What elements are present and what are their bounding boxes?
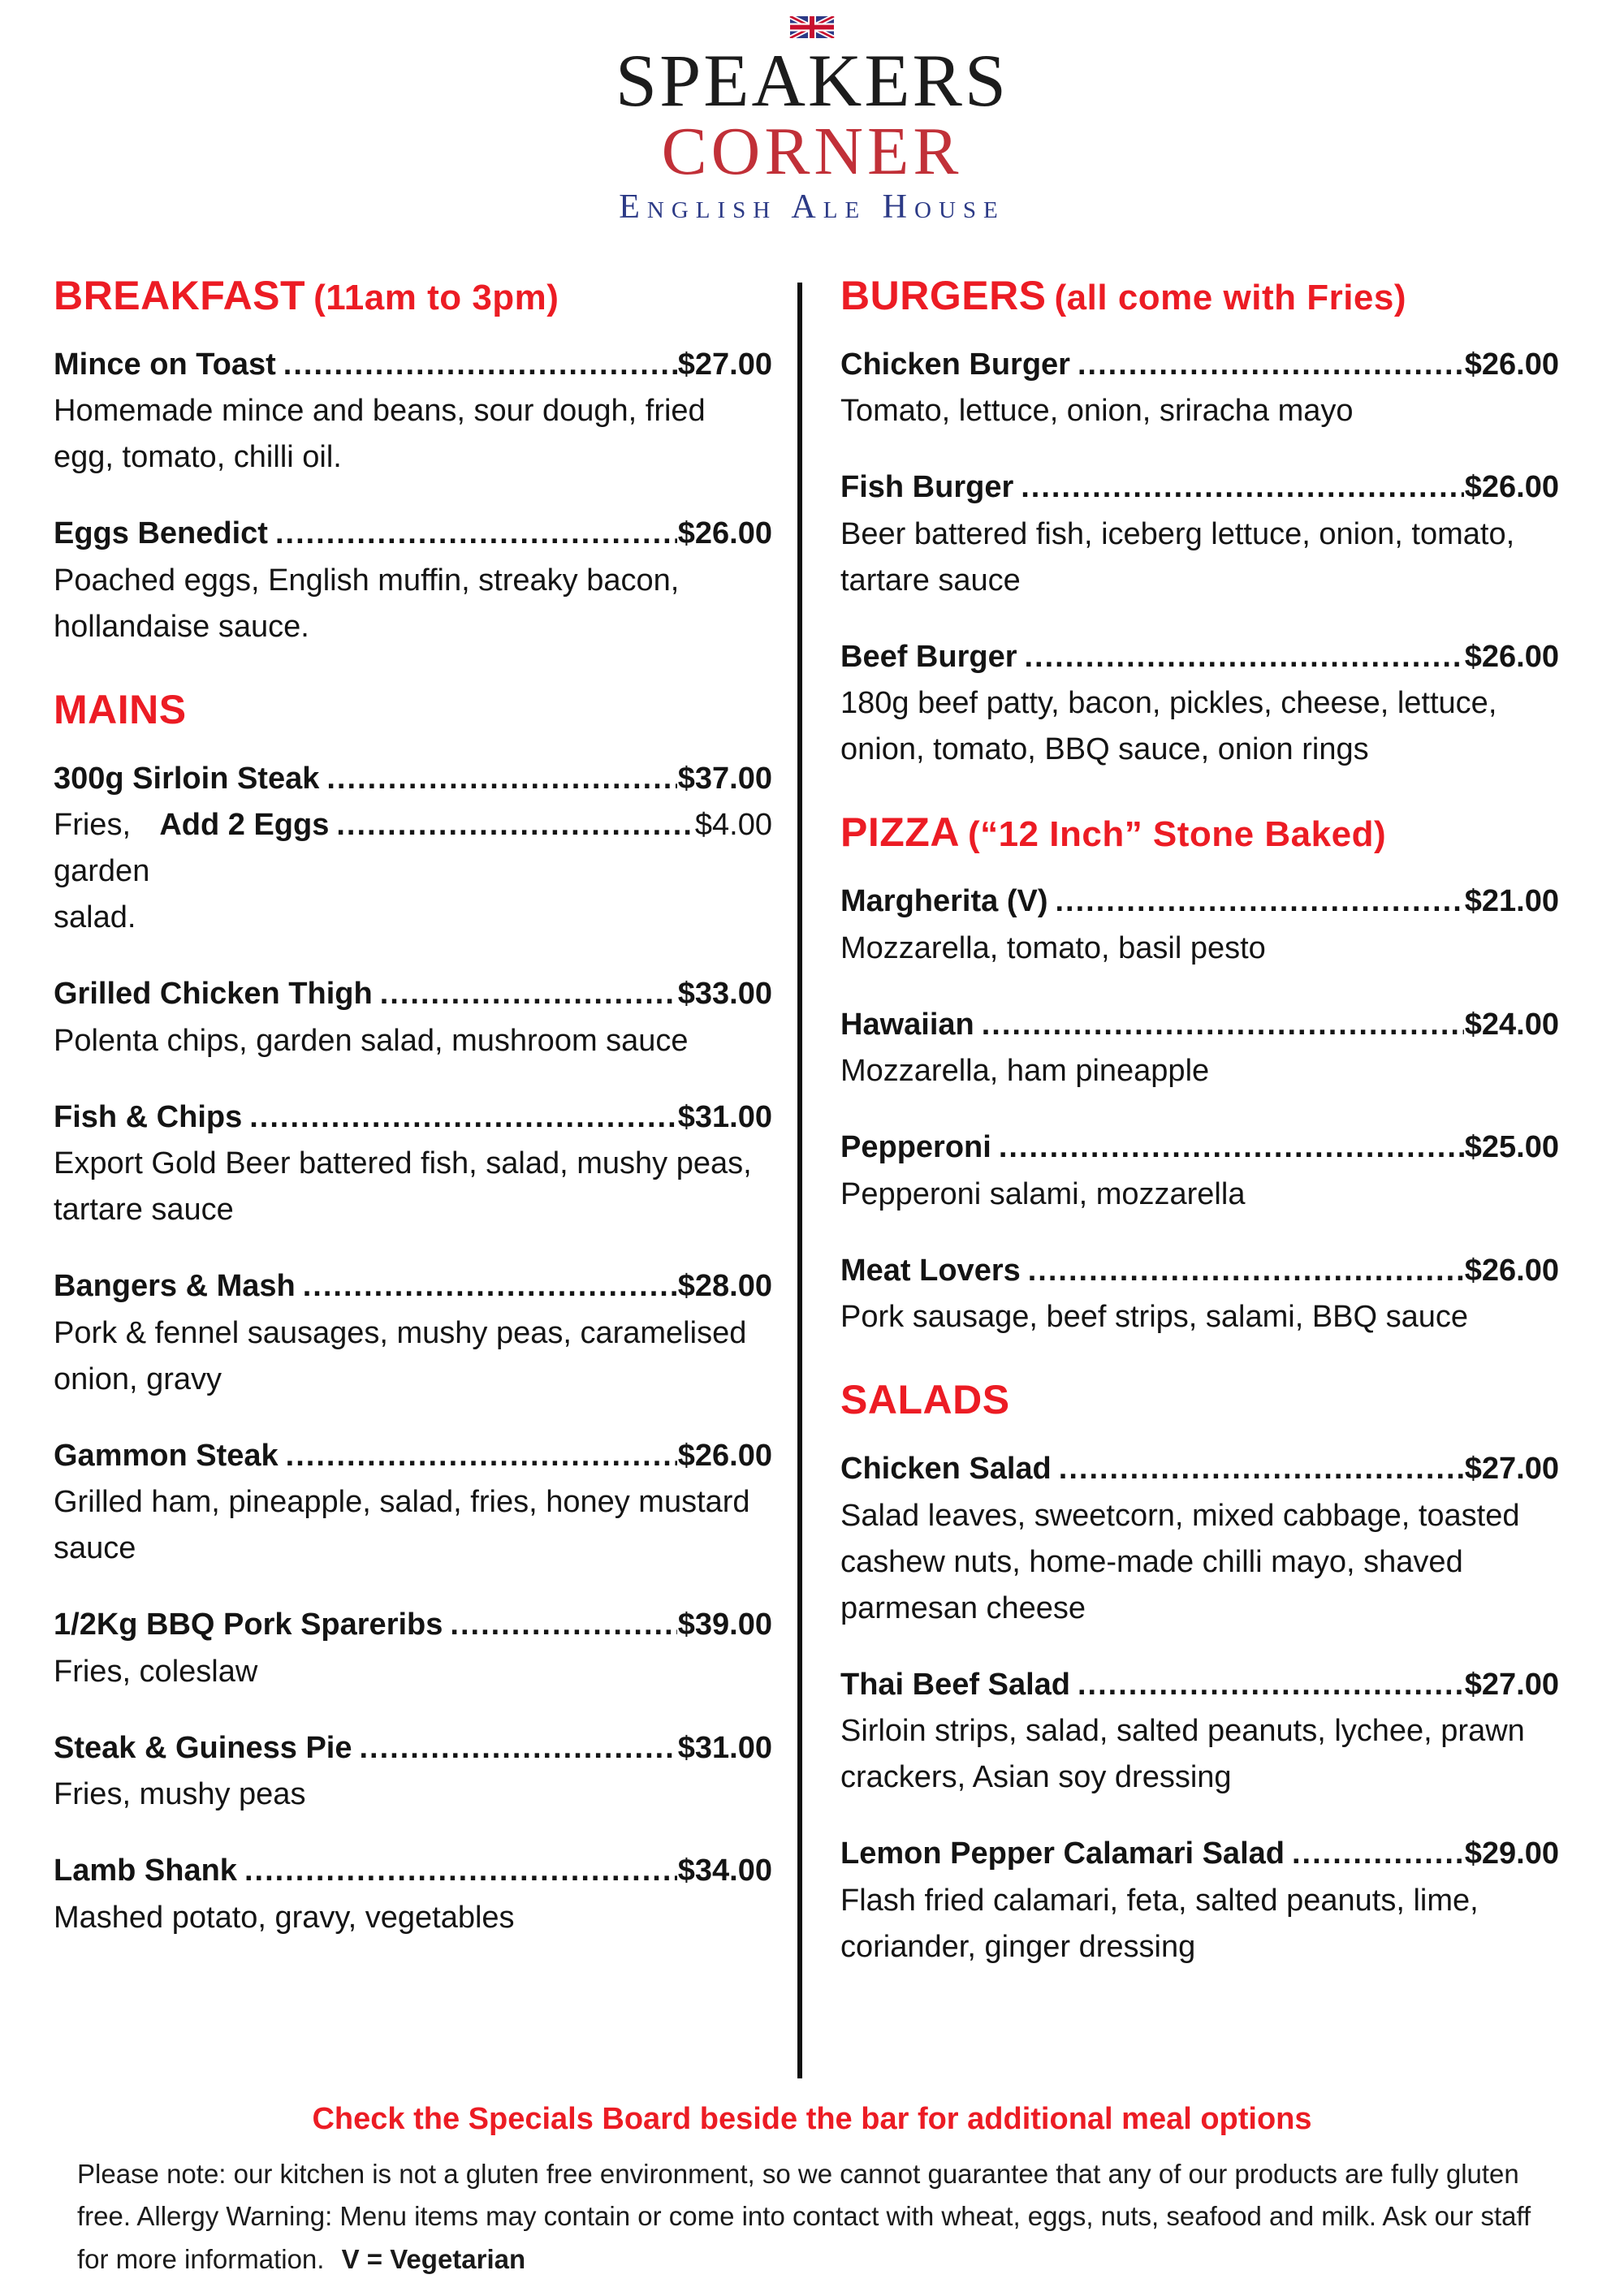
item-row xyxy=(54,760,772,799)
section-title-suffix: (all come with Fries) xyxy=(1054,277,1407,317)
union-jack-flag-icon xyxy=(788,16,836,38)
dotted-leader xyxy=(982,1006,1464,1045)
menu-item xyxy=(54,1729,772,1819)
menu-body xyxy=(0,274,1624,2005)
dotted-leader xyxy=(326,760,676,799)
logo-tagline: English Ale House xyxy=(619,188,1005,226)
menu-item xyxy=(840,1006,1559,1095)
item-price: $26.00 xyxy=(677,1438,772,1473)
section-title-burgers xyxy=(840,274,1559,318)
item-row xyxy=(54,1852,772,1891)
menu-item xyxy=(840,346,1559,435)
item-name: Thai Beef Salad xyxy=(840,1667,1070,1702)
dotted-leader xyxy=(286,1437,677,1476)
item-price: $27.00 xyxy=(1464,1452,1559,1487)
item-name: Chicken Burger xyxy=(840,347,1070,382)
menu-section-burgers xyxy=(840,274,1559,774)
item-row xyxy=(840,1666,1559,1705)
item-row xyxy=(54,975,772,1014)
item-row xyxy=(840,468,1559,507)
dotted-leader xyxy=(1025,638,1464,677)
item-description: Mozzarella, tomato, basil pesto xyxy=(840,930,1266,965)
menu-item xyxy=(54,1098,772,1234)
item-price: $29.00 xyxy=(1464,1836,1559,1871)
item-row xyxy=(54,1437,772,1476)
item-price: $28.00 xyxy=(677,1269,772,1304)
section-title-text: BREAKFAST xyxy=(54,272,306,318)
section-title-text: SALADS xyxy=(840,1377,1010,1423)
section-title-text: MAINS xyxy=(54,686,187,732)
menu-item xyxy=(840,1666,1559,1802)
item-row xyxy=(840,1129,1559,1167)
menu-item xyxy=(840,1129,1559,1218)
item-name: Bangers & Mash xyxy=(54,1269,296,1304)
logo-title-corner: CORNER xyxy=(661,113,963,189)
section-title-text: BURGERS xyxy=(840,272,1047,318)
specials-note: Check the Specials Board beside the bar for additional meal options xyxy=(312,2102,1312,2136)
item-name: Lemon Pepper Calamari Salad xyxy=(840,1836,1285,1871)
item-row xyxy=(840,1450,1559,1489)
item-name: Hawaiian xyxy=(840,1007,974,1042)
item-price: $27.00 xyxy=(1464,1667,1559,1702)
item-description: Poached eggs, English muffin, streaky bacon, hollandaise sauce. xyxy=(54,563,680,644)
menu-item xyxy=(54,1267,772,1403)
item-row xyxy=(54,346,772,385)
item-description: Pork sausage, beef strips, salami, BBQ sauce xyxy=(840,1300,1469,1335)
menu-section-breakfast xyxy=(54,274,772,650)
item-description: Salad leaves, sweetcorn, mixed cabbage, toasted cashew nuts, home-made chilli mayo, shaved parmesan cheese xyxy=(840,1498,1520,1625)
item-row xyxy=(840,638,1559,677)
item-price: $31.00 xyxy=(677,1099,772,1134)
dotted-leader xyxy=(1021,468,1464,507)
addon-price: $4.00 xyxy=(694,808,772,843)
dotted-leader xyxy=(999,1129,1464,1167)
dotted-leader xyxy=(1292,1835,1464,1874)
item-row xyxy=(54,1267,772,1306)
menu-section-mains xyxy=(54,688,772,1941)
section-title-suffix: (“12 Inch” Stone Baked) xyxy=(967,814,1387,855)
item-name: Lamb Shank xyxy=(54,1854,237,1888)
item-price: $25.00 xyxy=(1464,1130,1559,1165)
item-row xyxy=(54,515,772,554)
section-title-salads xyxy=(840,1378,1559,1422)
menu-item xyxy=(54,1852,772,1941)
item-description: Flash fried calamari, feta, salted peanuts, lime, coriander, ginger dressing xyxy=(840,1883,1479,1964)
item-description-text: Fries, garden salad. xyxy=(54,808,150,935)
dotted-leader xyxy=(303,1267,677,1306)
menu-item xyxy=(840,468,1559,604)
item-row xyxy=(840,1006,1559,1045)
vegetarian-legend: V = Vegetarian xyxy=(341,2244,526,2275)
right-column xyxy=(840,274,1559,2005)
section-title-pizza xyxy=(840,810,1559,855)
menu-item xyxy=(54,1606,772,1695)
menu-item xyxy=(840,883,1559,972)
item-description: 180g beef patty, bacon, pickles, cheese, lettuce, onion, tomato, BBQ sauce, onion rings xyxy=(840,686,1497,767)
item-row xyxy=(840,883,1559,921)
item-price: $26.00 xyxy=(1464,470,1559,505)
dotted-leader xyxy=(1055,883,1463,921)
section-title-text: PIZZA xyxy=(840,809,960,856)
section-title-suffix: (11am to 3pm) xyxy=(313,277,559,317)
menu-item xyxy=(840,638,1559,774)
menu-item xyxy=(840,1450,1559,1632)
menu-item xyxy=(54,346,772,481)
item-name: 1/2Kg BBQ Pork Spareribs xyxy=(54,1608,443,1642)
dotted-leader xyxy=(283,346,677,385)
menu-section-pizza xyxy=(840,810,1559,1340)
section-title-mains xyxy=(54,688,772,732)
item-description: Mozzarella, ham pineapple xyxy=(840,1054,1210,1089)
item-row xyxy=(840,346,1559,385)
footer xyxy=(0,2101,1624,2281)
item-description xyxy=(54,802,772,941)
item-price: $24.00 xyxy=(1464,1007,1559,1042)
section-title-breakfast xyxy=(54,274,772,318)
item-price: $33.00 xyxy=(677,977,772,1012)
logo xyxy=(0,0,1624,227)
item-price: $26.00 xyxy=(677,516,772,551)
menu-item xyxy=(54,760,772,942)
item-name: Gammon Steak xyxy=(54,1438,279,1473)
item-description: Fries, mushy peas xyxy=(54,1777,306,1812)
menu-item xyxy=(54,1437,772,1573)
item-price: $26.00 xyxy=(1464,639,1559,674)
menu-section-salads xyxy=(840,1378,1559,1970)
dotted-leader xyxy=(380,975,677,1014)
item-price: $21.00 xyxy=(1464,884,1559,919)
item-description: Beer battered fish, iceberg lettuce, onion, tomato, tartare sauce xyxy=(840,516,1515,598)
item-description: Sirloin strips, salad, salted peanuts, lychee, prawn crackers, Asian soy dressing xyxy=(840,1714,1525,1795)
dotted-leader xyxy=(244,1852,677,1891)
item-name: Margherita (V) xyxy=(840,884,1048,919)
item-name: Pepperoni xyxy=(840,1130,991,1165)
dotted-leader xyxy=(1078,1666,1464,1705)
left-column xyxy=(54,274,772,2005)
item-price: $26.00 xyxy=(1464,347,1559,382)
item-price: $37.00 xyxy=(677,761,772,796)
item-description: Tomato, lettuce, onion, sriracha mayo xyxy=(840,394,1354,429)
item-name: Grilled Chicken Thigh xyxy=(54,977,373,1012)
addon-name: Add 2 Eggs xyxy=(159,808,330,843)
dotted-leader xyxy=(249,1098,677,1137)
menu-item xyxy=(54,975,772,1064)
item-description: Polenta chips, garden salad, mushroom sauce xyxy=(54,1023,689,1058)
item-description: Pork & fennel sausages, mushy peas, caramelised onion, gravy xyxy=(54,1315,747,1396)
item-name: Eggs Benedict xyxy=(54,516,268,551)
item-description: Grilled ham, pineapple, salad, fries, honey mustard sauce xyxy=(54,1485,750,1566)
item-row xyxy=(840,1252,1559,1291)
column-divider xyxy=(797,283,802,2078)
item-price: $26.00 xyxy=(1464,1253,1559,1288)
item-name: Fish & Chips xyxy=(54,1099,243,1134)
allergy-note xyxy=(0,2138,1624,2281)
item-name: Mince on Toast xyxy=(54,347,276,382)
dotted-leader xyxy=(1059,1450,1464,1489)
dotted-leader xyxy=(275,515,677,554)
item-name: Meat Lovers xyxy=(840,1253,1021,1288)
item-description: Export Gold Beer battered fish, salad, mushy peas, tartare sauce xyxy=(54,1146,752,1228)
item-description: Pepperoni salami, mozzarella xyxy=(840,1176,1246,1211)
dotted-leader xyxy=(360,1729,677,1768)
dotted-leader xyxy=(1028,1252,1464,1291)
item-price: $31.00 xyxy=(677,1730,772,1765)
menu-item xyxy=(54,515,772,650)
item-price: $39.00 xyxy=(677,1608,772,1642)
dotted-leader xyxy=(336,802,694,848)
dotted-leader xyxy=(450,1606,676,1645)
item-name: Chicken Salad xyxy=(840,1452,1052,1487)
item-description: Mashed potato, gravy, vegetables xyxy=(54,1900,515,1935)
menu-item xyxy=(840,1252,1559,1341)
item-row xyxy=(54,1098,772,1137)
menu-item xyxy=(840,1835,1559,1970)
item-row xyxy=(840,1835,1559,1874)
item-name: Steak & Guiness Pie xyxy=(54,1730,352,1765)
item-name: Fish Burger xyxy=(840,470,1014,505)
item-price: $34.00 xyxy=(677,1854,772,1888)
allergy-note-text: Please note: our kitchen is not a gluten free environment, so we cannot guarantee that any of our products are fully gluten free. Allergy Warning: Menu items may contain or come into contact with wheat, eggs, nuts, seafood and milk. Ask our staff for more information. xyxy=(77,2158,1531,2275)
item-name: Beef Burger xyxy=(840,639,1017,674)
item-row xyxy=(54,1606,772,1645)
logo-title-speakers: SPEAKERS xyxy=(615,39,1009,122)
item-description: Fries, coleslaw xyxy=(54,1654,258,1689)
item-name: 300g Sirloin Steak xyxy=(54,761,320,796)
item-description: Homemade mince and beans, sour dough, fried egg, tomato, chilli oil. xyxy=(54,394,706,475)
item-price: $27.00 xyxy=(677,347,772,382)
dotted-leader xyxy=(1078,346,1464,385)
item-row xyxy=(54,1729,772,1768)
